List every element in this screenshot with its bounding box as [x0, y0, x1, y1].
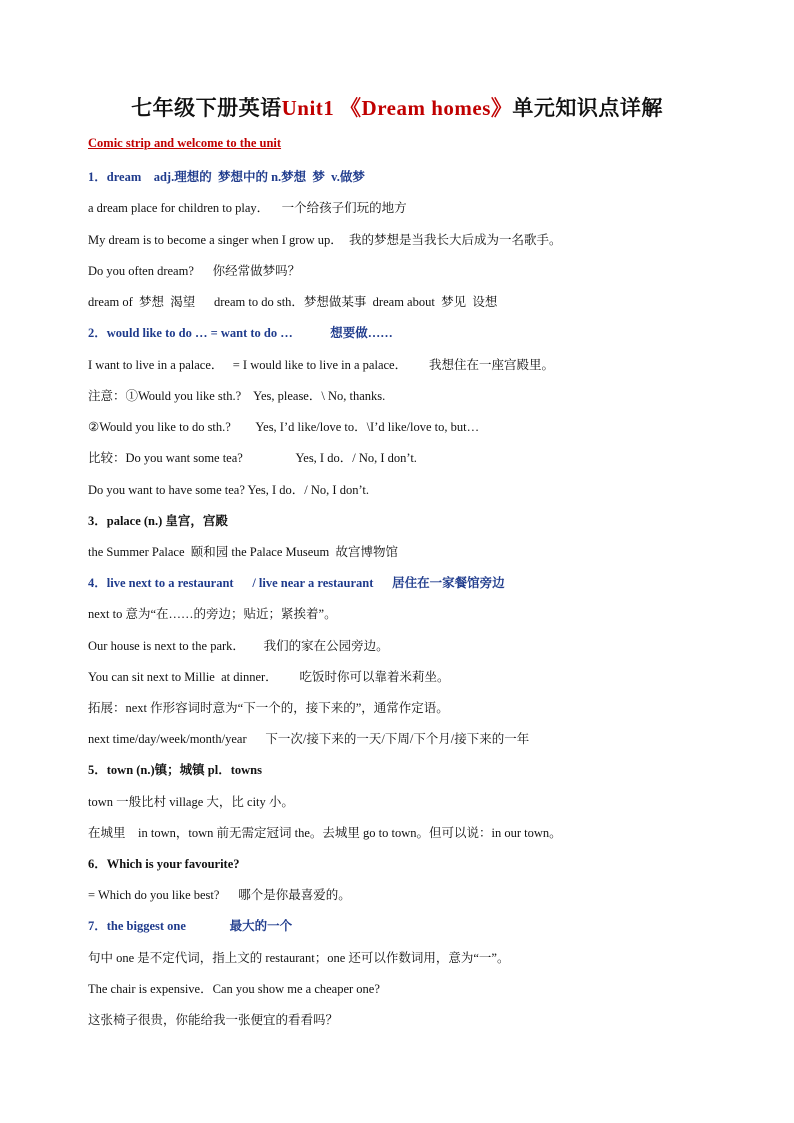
- text-line: town 一般比村 village 大，比 city 小。: [88, 795, 294, 809]
- point-heading: 5．town (n.)镇；城镇 pl．towns: [88, 763, 262, 777]
- text-line: The chair is expensive．Can you show me a cheaper one?: [88, 982, 380, 996]
- text-line: 比较：Do you want some tea? Yes, I do．/ No, I don’t.: [88, 451, 417, 465]
- page-title: [0, 92, 794, 122]
- text-line: a dream place for children to play． 一个给孩子们玩的地方: [88, 201, 407, 215]
- point-heading: 4．live next to a restaurant / live near a restaurant 居住在一家餐馆旁边: [88, 576, 505, 590]
- point-heading: 7．the biggest one 最大的一个: [88, 919, 293, 933]
- text-line: You can sit next to Millie at dinner． 吃饭时你可以靠着米莉坐。: [88, 670, 450, 684]
- title-unit: Unit1 《Dream homes》: [281, 96, 513, 120]
- text-line: 这张椅子很贵，你能给我一张便宜的看看吗？: [88, 1013, 339, 1027]
- text-line: 在城里 in town，town 前无需定冠词 the。去城里 go to town。但可以说：in our town。: [88, 826, 562, 840]
- text-line: next to 意为“在……的旁边；贴近；紧挨着”。: [88, 607, 337, 621]
- text-line: 拓展：next 作形容词时意为“下一个的，接下来的”，通常作定语。: [88, 701, 449, 715]
- text-line: Do you want to have some tea? Yes, I do．/ No, I don’t.: [88, 483, 369, 497]
- point-heading: 1．dream adj.理想的 梦想中的 n.梦想 梦 v.做梦: [88, 170, 365, 184]
- text-line: next time/day/week/month/year 下一次/接下来的一天/下周/下个月/接下来的一年: [88, 732, 530, 746]
- text-line: My dream is to become a singer when I grow up． 我的梦想是当我长大后成为一名歌手。: [88, 233, 562, 247]
- text-line: = Which do you like best? 哪个是你最喜爱的。: [88, 888, 351, 902]
- text-line: 注意：①Would you like sth.? Yes, please．\ No, thanks.: [88, 389, 386, 403]
- title-suffix: 单元知识点详解: [512, 96, 663, 120]
- point-heading: 3．palace (n.) 皇宫，宫殿: [88, 514, 228, 528]
- text-line: Do you often dream? 你经常做梦吗？: [88, 264, 301, 278]
- text-line: the Summer Palace 颐和园 the Palace Museum 故宫博物馆: [88, 545, 399, 559]
- text-line: dream of 梦想 渴望 dream to do sth．梦想做某事 dream about 梦见 设想: [88, 295, 498, 309]
- text-line: I want to live in a palace． = I would like to live in a palace． 我想住在一座宫殿里。: [88, 358, 554, 372]
- text-line: 句中 one 是不定代词，指上文的 restaurant；one 还可以作数词用，意为“一”。: [88, 951, 510, 965]
- point-heading: 6．Which is your favourite?: [88, 857, 240, 871]
- text-line: ②Would you like to do sth.? Yes, I’d like/love to．\I’d like/love to, but…: [88, 420, 480, 434]
- title-prefix: 七年级下册英语: [131, 96, 282, 120]
- text-line: Our house is next to the park． 我们的家在公园旁边。: [88, 639, 389, 653]
- section-heading: Comic strip and welcome to the unit: [88, 136, 282, 150]
- point-heading: 2．would like to do … = want to do … 想要做……: [88, 326, 393, 340]
